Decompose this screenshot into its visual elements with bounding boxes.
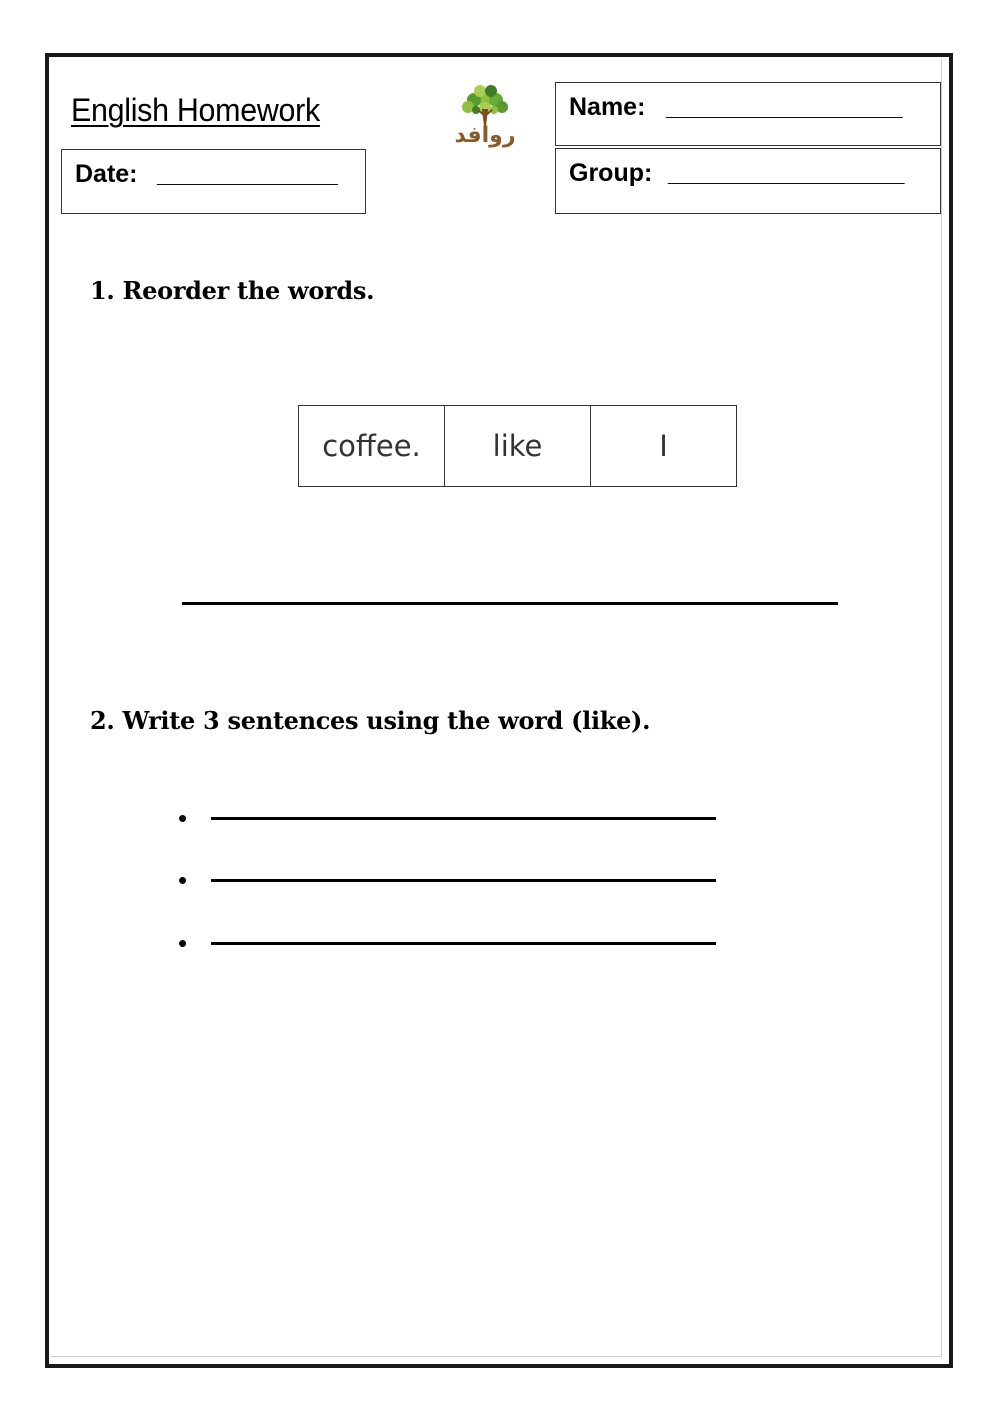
- date-blank[interactable]: _____________: [157, 160, 338, 188]
- word-row: [299, 406, 737, 487]
- question-1-heading: 1. Reorder the words.: [90, 276, 375, 305]
- date-field-box[interactable]: [61, 149, 366, 214]
- group-label: Group:: [569, 159, 653, 187]
- word-cell[interactable]: coffee.: [299, 406, 445, 487]
- word-table: [298, 405, 737, 487]
- word-cell[interactable]: I: [591, 406, 737, 487]
- name-field-box[interactable]: [555, 82, 941, 146]
- sentence-line-2[interactable]: [178, 865, 723, 899]
- question-2-heading: 2. Write 3 sentences using the word (like).: [90, 706, 651, 735]
- sentence-line-3[interactable]: [178, 928, 723, 962]
- group-blank[interactable]: _________________: [668, 159, 905, 187]
- word-cell[interactable]: like: [445, 406, 591, 487]
- bullet-icon: •: [178, 803, 188, 833]
- group-field-box[interactable]: [555, 148, 941, 214]
- name-label: Name:: [569, 93, 646, 121]
- tree-logo-icon: [430, 80, 540, 152]
- answer-line[interactable]: [182, 602, 838, 605]
- writing-line[interactable]: [211, 942, 716, 945]
- writing-line[interactable]: [211, 879, 716, 882]
- bullet-icon: •: [178, 928, 188, 958]
- page-title: English Homework: [71, 92, 320, 128]
- bullet-icon: •: [178, 865, 188, 895]
- sentence-line-1[interactable]: [178, 803, 723, 837]
- logo-text: روافد: [454, 123, 516, 148]
- date-label: Date:: [75, 160, 138, 188]
- writing-line[interactable]: [211, 817, 716, 820]
- name-blank[interactable]: _________________: [666, 93, 903, 121]
